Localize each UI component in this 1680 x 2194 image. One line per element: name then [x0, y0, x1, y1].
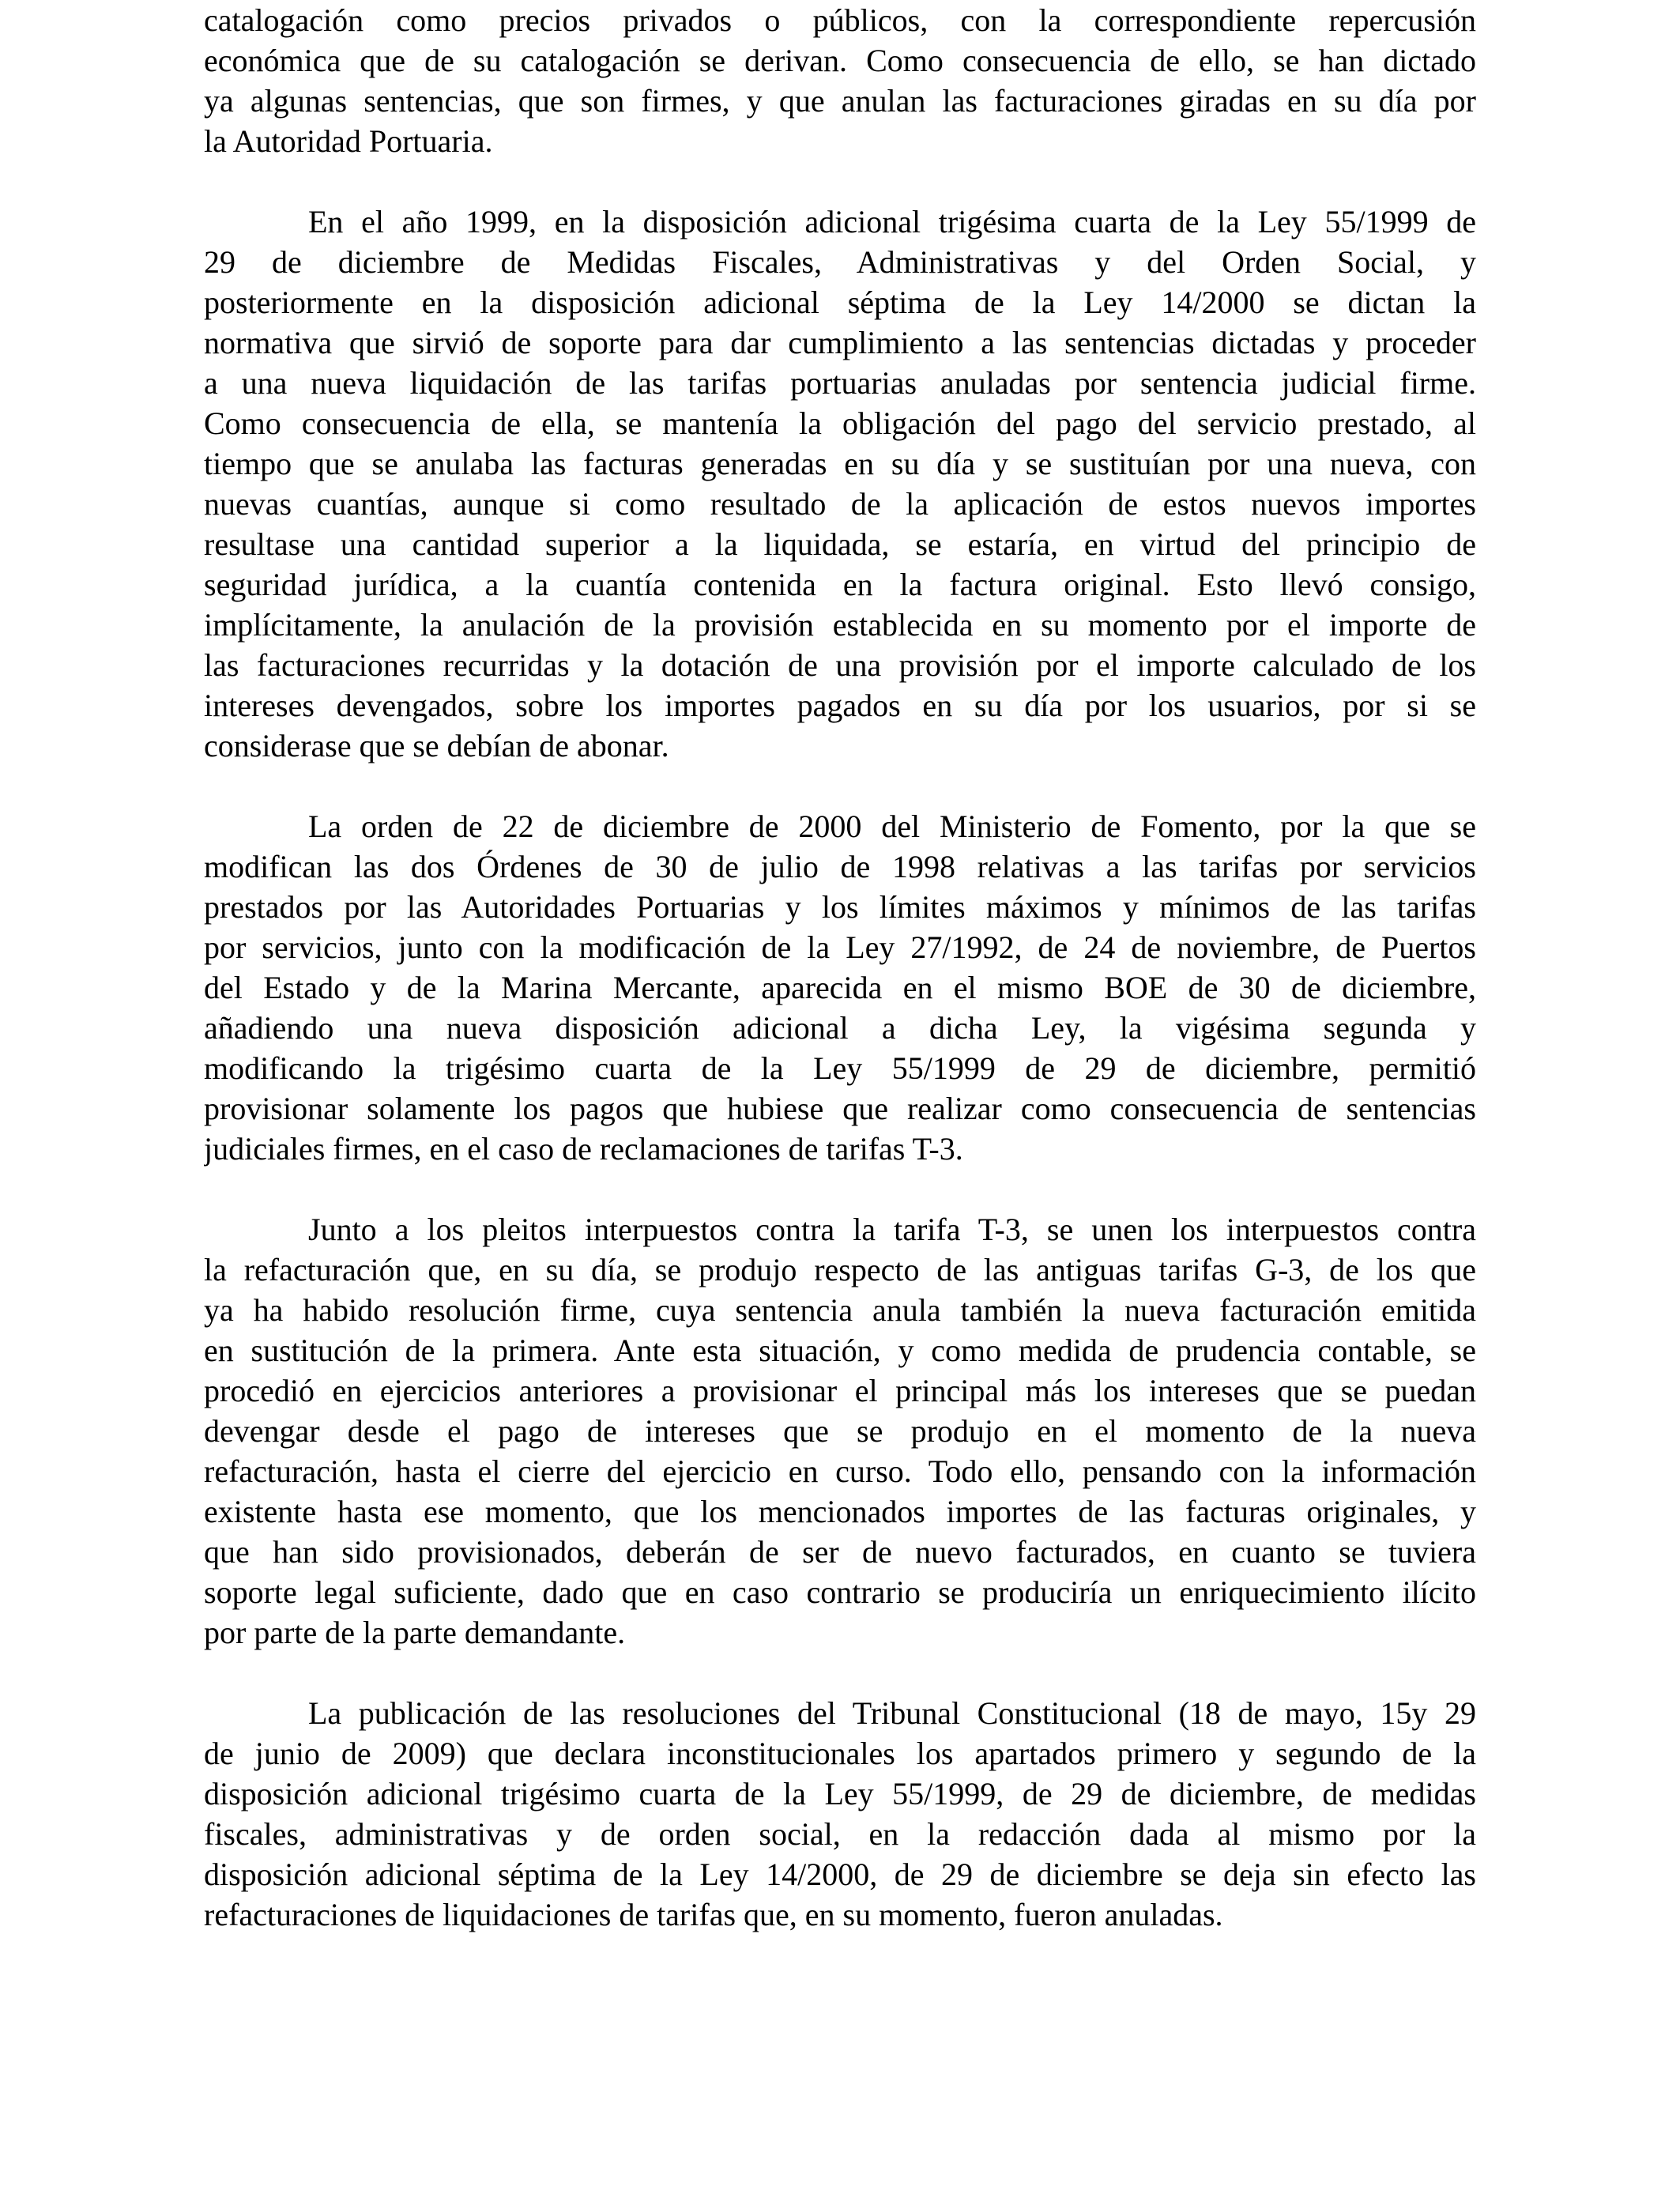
- text-line: refacturación, hasta el cierre del ejercicio en curso. Todo ello, pensando con la información: [204, 1453, 1476, 1489]
- text-line: por parte de la parte demandante.: [204, 1615, 626, 1650]
- text-line: modifican las dos Órdenes de 30 de julio de 1998 relativas a las tarifas por servicios: [204, 849, 1476, 884]
- text-line: tiempo que se anulaba las facturas generadas en su día y se sustituían por una nueva, con: [204, 446, 1476, 481]
- text-line: intereses devengados, sobre los importes pagados en su día por los usuarios, por si se: [204, 688, 1476, 723]
- text-line: considerase que se debían de abonar.: [204, 728, 669, 763]
- text-line: disposición adicional séptima de la Ley 14/2000, de 29 de diciembre se deja sin efecto las: [204, 1857, 1476, 1892]
- text-line: catalogación como precios privados o públicos, con la correspondiente repercusión: [204, 2, 1476, 38]
- paragraph-4: [204, 1209, 1476, 1653]
- text-line: ya algunas sentencias, que son firmes, y que anulan las facturaciones giradas en su día por: [204, 83, 1476, 119]
- text-line: Junto a los pleitos interpuestos contra la tarifa T-3, se unen los interpuestos contra: [308, 1212, 1476, 1247]
- text-line: ya ha habido resolución firme, cuya sentencia anula también la nueva facturación emitida: [204, 1292, 1476, 1328]
- text-line: resultase una cantidad superior a la liquidada, se estaría, en virtud del principio de: [204, 526, 1476, 562]
- text-line: Como consecuencia de ella, se mantenía la obligación del pago del servicio prestado, al: [204, 405, 1476, 441]
- text-line: del Estado y de la Marina Mercante, aparecida en el mismo BOE de 30 de diciembre,: [204, 970, 1476, 1005]
- text-line: La orden de 22 de diciembre de 2000 del Ministerio de Fomento, por la que se: [308, 809, 1476, 844]
- text-column: [204, 0, 1476, 1975]
- text-line: provisionar solamente los pagos que hubiese que realizar como consecuencia de sentencias: [204, 1091, 1476, 1126]
- text-line: judiciales firmes, en el caso de reclamaciones de tarifas T-3.: [204, 1131, 963, 1167]
- text-line: implícitamente, la anulación de la provisión establecida en su momento por el importe de: [204, 607, 1476, 643]
- text-line: existente hasta ese momento, que los mencionados importes de las facturas originales, y: [204, 1494, 1476, 1529]
- text-line: a una nueva liquidación de las tarifas portuarias anuladas por sentencia judicial firme.: [204, 365, 1476, 401]
- paragraph-2: [204, 202, 1476, 766]
- text-line: económica que de su catalogación se derivan. Como consecuencia de ello, se han dictado: [204, 43, 1476, 78]
- text-line: devengar desde el pago de intereses que se produjo en el momento de la nueva: [204, 1413, 1476, 1449]
- paragraph-3: [204, 806, 1476, 1169]
- paragraph-5: [204, 1693, 1476, 1935]
- text-line: la refacturación que, en su día, se produjo respecto de las antiguas tarifas G-3, de los que: [204, 1252, 1476, 1287]
- text-line: añadiendo una nueva disposición adicional a dicha Ley, la vigésima segunda y: [204, 1010, 1476, 1046]
- text-line: En el año 1999, en la disposición adicional trigésima cuarta de la Ley 55/1999 de: [308, 204, 1476, 239]
- text-line: la Autoridad Portuaria.: [204, 123, 493, 159]
- text-line: nuevas cuantías, aunque si como resultado de la aplicación de estos nuevos importes: [204, 486, 1476, 522]
- text-line: fiscales, administrativas y de orden social, en la redacción dada al mismo por la: [204, 1816, 1476, 1852]
- text-line: en sustitución de la primera. Ante esta situación, y como medida de prudencia contable, se: [204, 1333, 1476, 1368]
- text-line: modificando la trigésimo cuarta de la Ley 55/1999 de 29 de diciembre, permitió: [204, 1050, 1476, 1086]
- text-line: las facturaciones recurridas y la dotación de una provisión por el importe calculado de los: [204, 647, 1476, 683]
- text-line: de junio de 2009) que declara inconstitucionales los apartados primero y segundo de la: [204, 1736, 1476, 1771]
- text-line: prestados por las Autoridades Portuarias y los límites máximos y mínimos de las tarifas: [204, 889, 1476, 925]
- text-line: normativa que sirvió de soporte para dar cumplimiento a las sentencias dictadas y proceder: [204, 325, 1476, 360]
- text-line: refacturaciones de liquidaciones de tarifas que, en su momento, fueron anuladas.: [204, 1897, 1223, 1932]
- text-line: por servicios, junto con la modificación de la Ley 27/1992, de 24 de noviembre, de Puertos: [204, 929, 1476, 965]
- text-line: La publicación de las resoluciones del Tribunal Constitucional (18 de mayo, 15y 29: [308, 1695, 1476, 1731]
- text-line: seguridad jurídica, a la cuantía contenida en la factura original. Esto llevó consigo,: [204, 567, 1476, 602]
- text-line: posteriormente en la disposición adicional séptima de la Ley 14/2000 se dictan la: [204, 285, 1476, 320]
- text-line: que han sido provisionados, deberán de ser de nuevo facturados, en cuanto se tuviera: [204, 1534, 1476, 1570]
- text-line: disposición adicional trigésimo cuarta de la Ley 55/1999, de 29 de diciembre, de medidas: [204, 1776, 1476, 1811]
- text-line: soporte legal suficiente, dado que en caso contrario se produciría un enriquecimiento ilícito: [204, 1574, 1476, 1610]
- paragraph-1: [204, 0, 1476, 161]
- text-line: procedió en ejercicios anteriores a provisionar el principal más los intereses que se puedan: [204, 1373, 1476, 1408]
- text-line: 29 de diciembre de Medidas Fiscales, Administrativas y del Orden Social, y: [204, 244, 1476, 280]
